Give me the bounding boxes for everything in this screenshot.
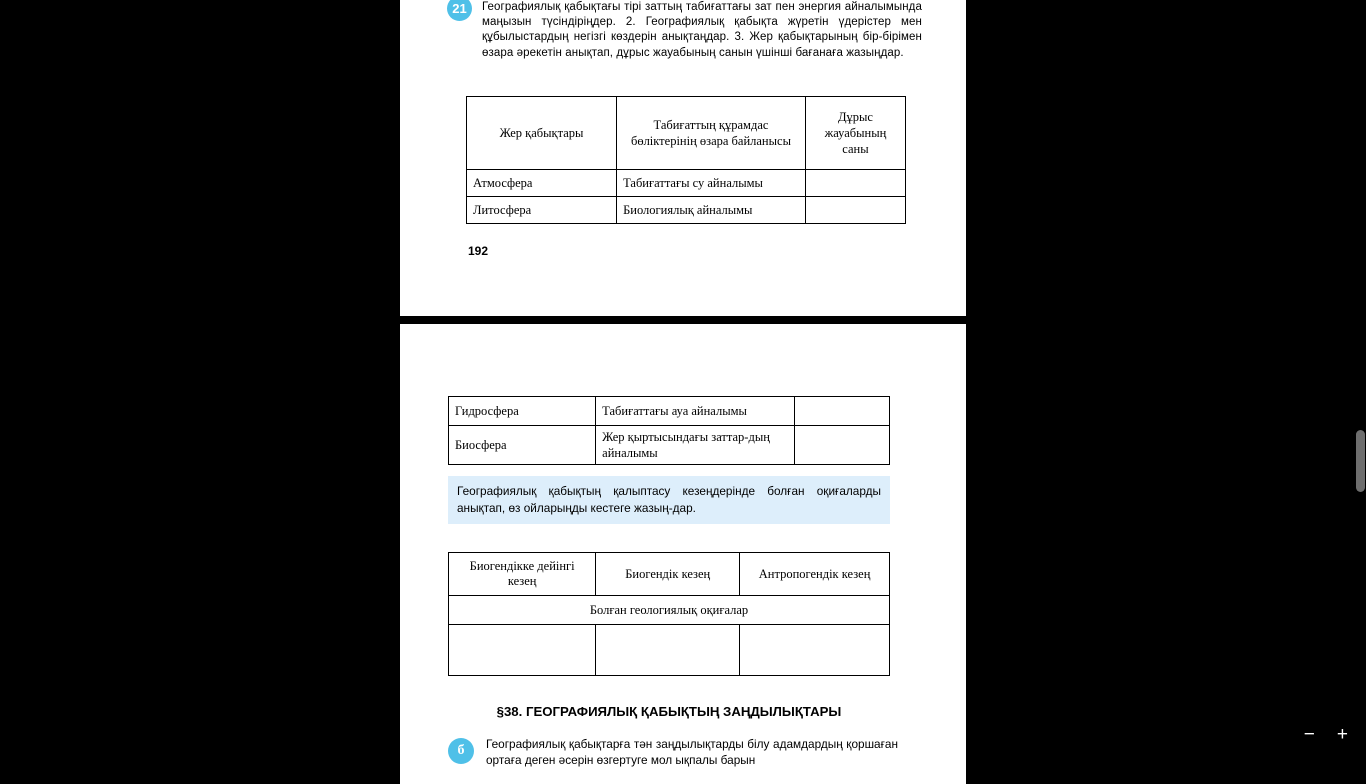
table-row	[449, 426, 890, 465]
page-number: 192	[468, 244, 489, 258]
table-earth-spheres	[466, 96, 906, 224]
table-cell-answer	[805, 170, 905, 197]
table-header-cell: Антропогендік кезең	[740, 553, 890, 596]
task-text: Географиялық қабықтағы тірі заттың табиғаттағы зат пен энергия айналымында маңызын түсіндіріңдер. 2. Географиялық қабықта жүретін үдерістер мен құбылыстардың негізгі көздерін анықтаңдар. 3. Жер қабықтарының бір-бірімен өзара әрекетін анықтап, дұрыс жауабының санын үшінші бағанаға жазыңдар.	[482, 1, 922, 59]
task-block	[448, 0, 922, 61]
table-span-cell: Болған геологиялық оқиғалар	[449, 596, 890, 625]
table-row	[449, 397, 890, 426]
table-header-cell: Биогендік кезең	[596, 553, 740, 596]
table-cell-answer	[805, 197, 905, 224]
section-intro-block	[448, 736, 898, 769]
table-cell-empty	[740, 625, 890, 676]
table-header-cell: Жер қабықтары	[467, 97, 617, 170]
table-row	[467, 197, 906, 224]
table-header-cell: Табиғаттың құрамдас бөліктерінің өзара байланысы	[617, 97, 806, 170]
table-earth-spheres-continued	[448, 396, 890, 465]
table-header-row	[449, 553, 890, 596]
table-cell: Атмосфера	[467, 170, 617, 197]
table-header-row	[467, 97, 906, 170]
table-header-cell: Дұрыс жауабының саны	[805, 97, 905, 170]
task-number-badge: 21	[447, 0, 472, 21]
table-cell: Литосфера	[467, 197, 617, 224]
table-row	[467, 170, 906, 197]
table-row	[449, 625, 890, 676]
scrollbar-thumb[interactable]	[1356, 430, 1365, 492]
zoom-in-icon[interactable]: +	[1336, 724, 1348, 745]
zoom-controls	[1304, 725, 1348, 744]
table-cell: Гидросфера	[449, 397, 596, 426]
note-text: Географиялық қабықтың қалыптасу кезеңдерінде болған оқиғаларды анықтап, өз ойларыңды кестеге жазың-дар.	[457, 484, 881, 515]
table-row	[449, 596, 890, 625]
document-page-bottom	[400, 324, 966, 784]
table-cell-answer	[794, 397, 890, 426]
table-cell: Биосфера	[449, 426, 596, 465]
table-cell: Жер қыртысындағы заттар-дың айналымы	[596, 426, 794, 465]
section-intro-text: Географиялық қабықтарға тән заңдылықтарды білу адамдардың қоршаған ортаға деген әсерін өзгертуге мол ықпалы барын	[486, 737, 898, 768]
document-page-top	[400, 0, 966, 316]
table-cell: Табиғаттағы су айналымы	[617, 170, 806, 197]
table-cell: Биологиялық айналымы	[617, 197, 806, 224]
table-cell-answer	[794, 426, 890, 465]
zoom-out-icon[interactable]: −	[1303, 724, 1315, 745]
table-header-cell: Биогендікке дейінгі кезең	[449, 553, 596, 596]
table-formation-periods	[448, 552, 890, 676]
table-cell-empty	[449, 625, 596, 676]
section-heading: §38. ГЕОГРАФИЯЛЫҚ ҚАБЫҚТЫҢ ЗАҢДЫЛЫҚТАРЫ	[496, 704, 842, 719]
table-cell-empty	[596, 625, 740, 676]
section-badge-icon: б	[448, 738, 474, 764]
vertical-scrollbar[interactable]	[1354, 0, 1366, 768]
table-cell: Табиғаттағы ауа айналымы	[596, 397, 794, 426]
highlighted-note	[448, 476, 890, 524]
